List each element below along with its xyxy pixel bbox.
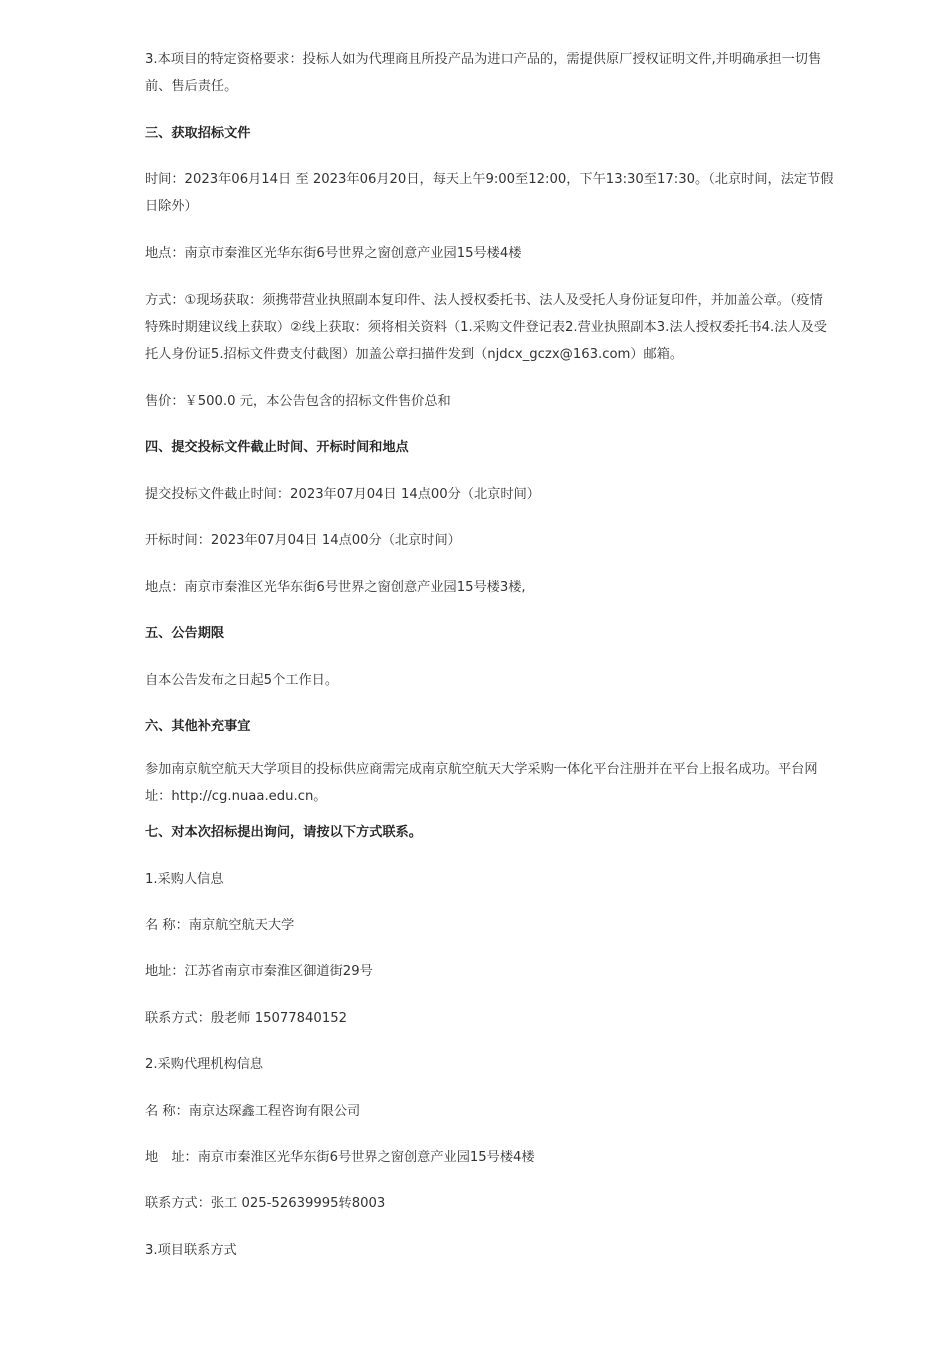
agency-info-heading: 2.采购代理机构信息 [145,1057,264,1072]
bid-opening-time: 开标时间：2023年07月04日 14点00分（北京时间） [145,533,461,548]
purchaser-name: 名 称：南京航空航天大学 [145,918,295,933]
project-contact-heading: 3.项目联系方式 [145,1243,237,1258]
platform-registration-note: 参加南京航空航天大学项目的投标供应商需完成南京航空航天大学采购一体化平台注册并在平台上报名成功。平台网址：http://cg.nuaa.edu.cn。 [145,762,818,804]
obtain-location: 地点：南京市秦淮区光华东街6号世界之窗创意产业园15号楼4楼 [145,246,522,261]
purchaser-address: 地址：江苏省南京市秦淮区御道街29号 [145,964,373,979]
bid-deadline: 提交投标文件截止时间：2023年07月04日 14点00分（北京时间） [145,487,540,502]
notice-period: 自本公告发布之日起5个工作日。 [145,673,339,688]
agency-contact: 联系方式：张工 025-52639995转8003 [145,1196,386,1211]
obtain-time: 时间：2023年06月14日 至 2023年06月20日，每天上午9:00至12:00，下午13:30至17:30。（北京时间，法定节假日除外） [145,172,834,214]
section-heading-other-matters: 六、其他补充事宜 [145,719,251,734]
purchaser-contact: 联系方式：殷老师 15077840152 [145,1011,347,1026]
section-heading-contact: 七、对本次招标提出询问，请按以下方式联系。 [145,825,422,840]
obtain-method: 方式：①现场获取：须携带营业执照副本复印件、法人授权委托书、法人及受托人身份证复印件，并加盖公章。（疫情特殊时期建议线上获取）②线上获取：须将相关资料（1.采购文件登记表2.营业执照副本3.法人授权委托书4.法人及受托人身份证5.招标文件费支付截图）加盖公章扫描件发到（njdcx_gczx@163.com）邮箱。 [145,293,827,362]
agency-name: 名 称：南京达琛鑫工程咨询有限公司 [145,1104,361,1119]
agency-address: 地 址：南京市秦淮区光华东街6号世界之窗创意产业园15号楼4楼 [145,1150,535,1165]
document-price: 售价：￥500.0 元，本公告包含的招标文件售价总和 [145,394,451,409]
section-heading-obtain-documents: 三、获取招标文件 [145,126,251,141]
section-heading-deadline: 四、提交投标文件截止时间、开标时间和地点 [145,440,409,455]
purchaser-info-heading: 1.采购人信息 [145,872,224,887]
bid-opening-location: 地点：南京市秦淮区光华东街6号世界之窗创意产业园15号楼3楼, [145,580,526,595]
qualification-requirement-3: 3.本项目的特定资格要求：投标人如为代理商且所投产品为进口产品的，需提供原厂授权证明文件,并明确承担一切售前、售后责任。 [145,52,822,94]
section-heading-notice-period: 五、公告期限 [145,626,225,641]
